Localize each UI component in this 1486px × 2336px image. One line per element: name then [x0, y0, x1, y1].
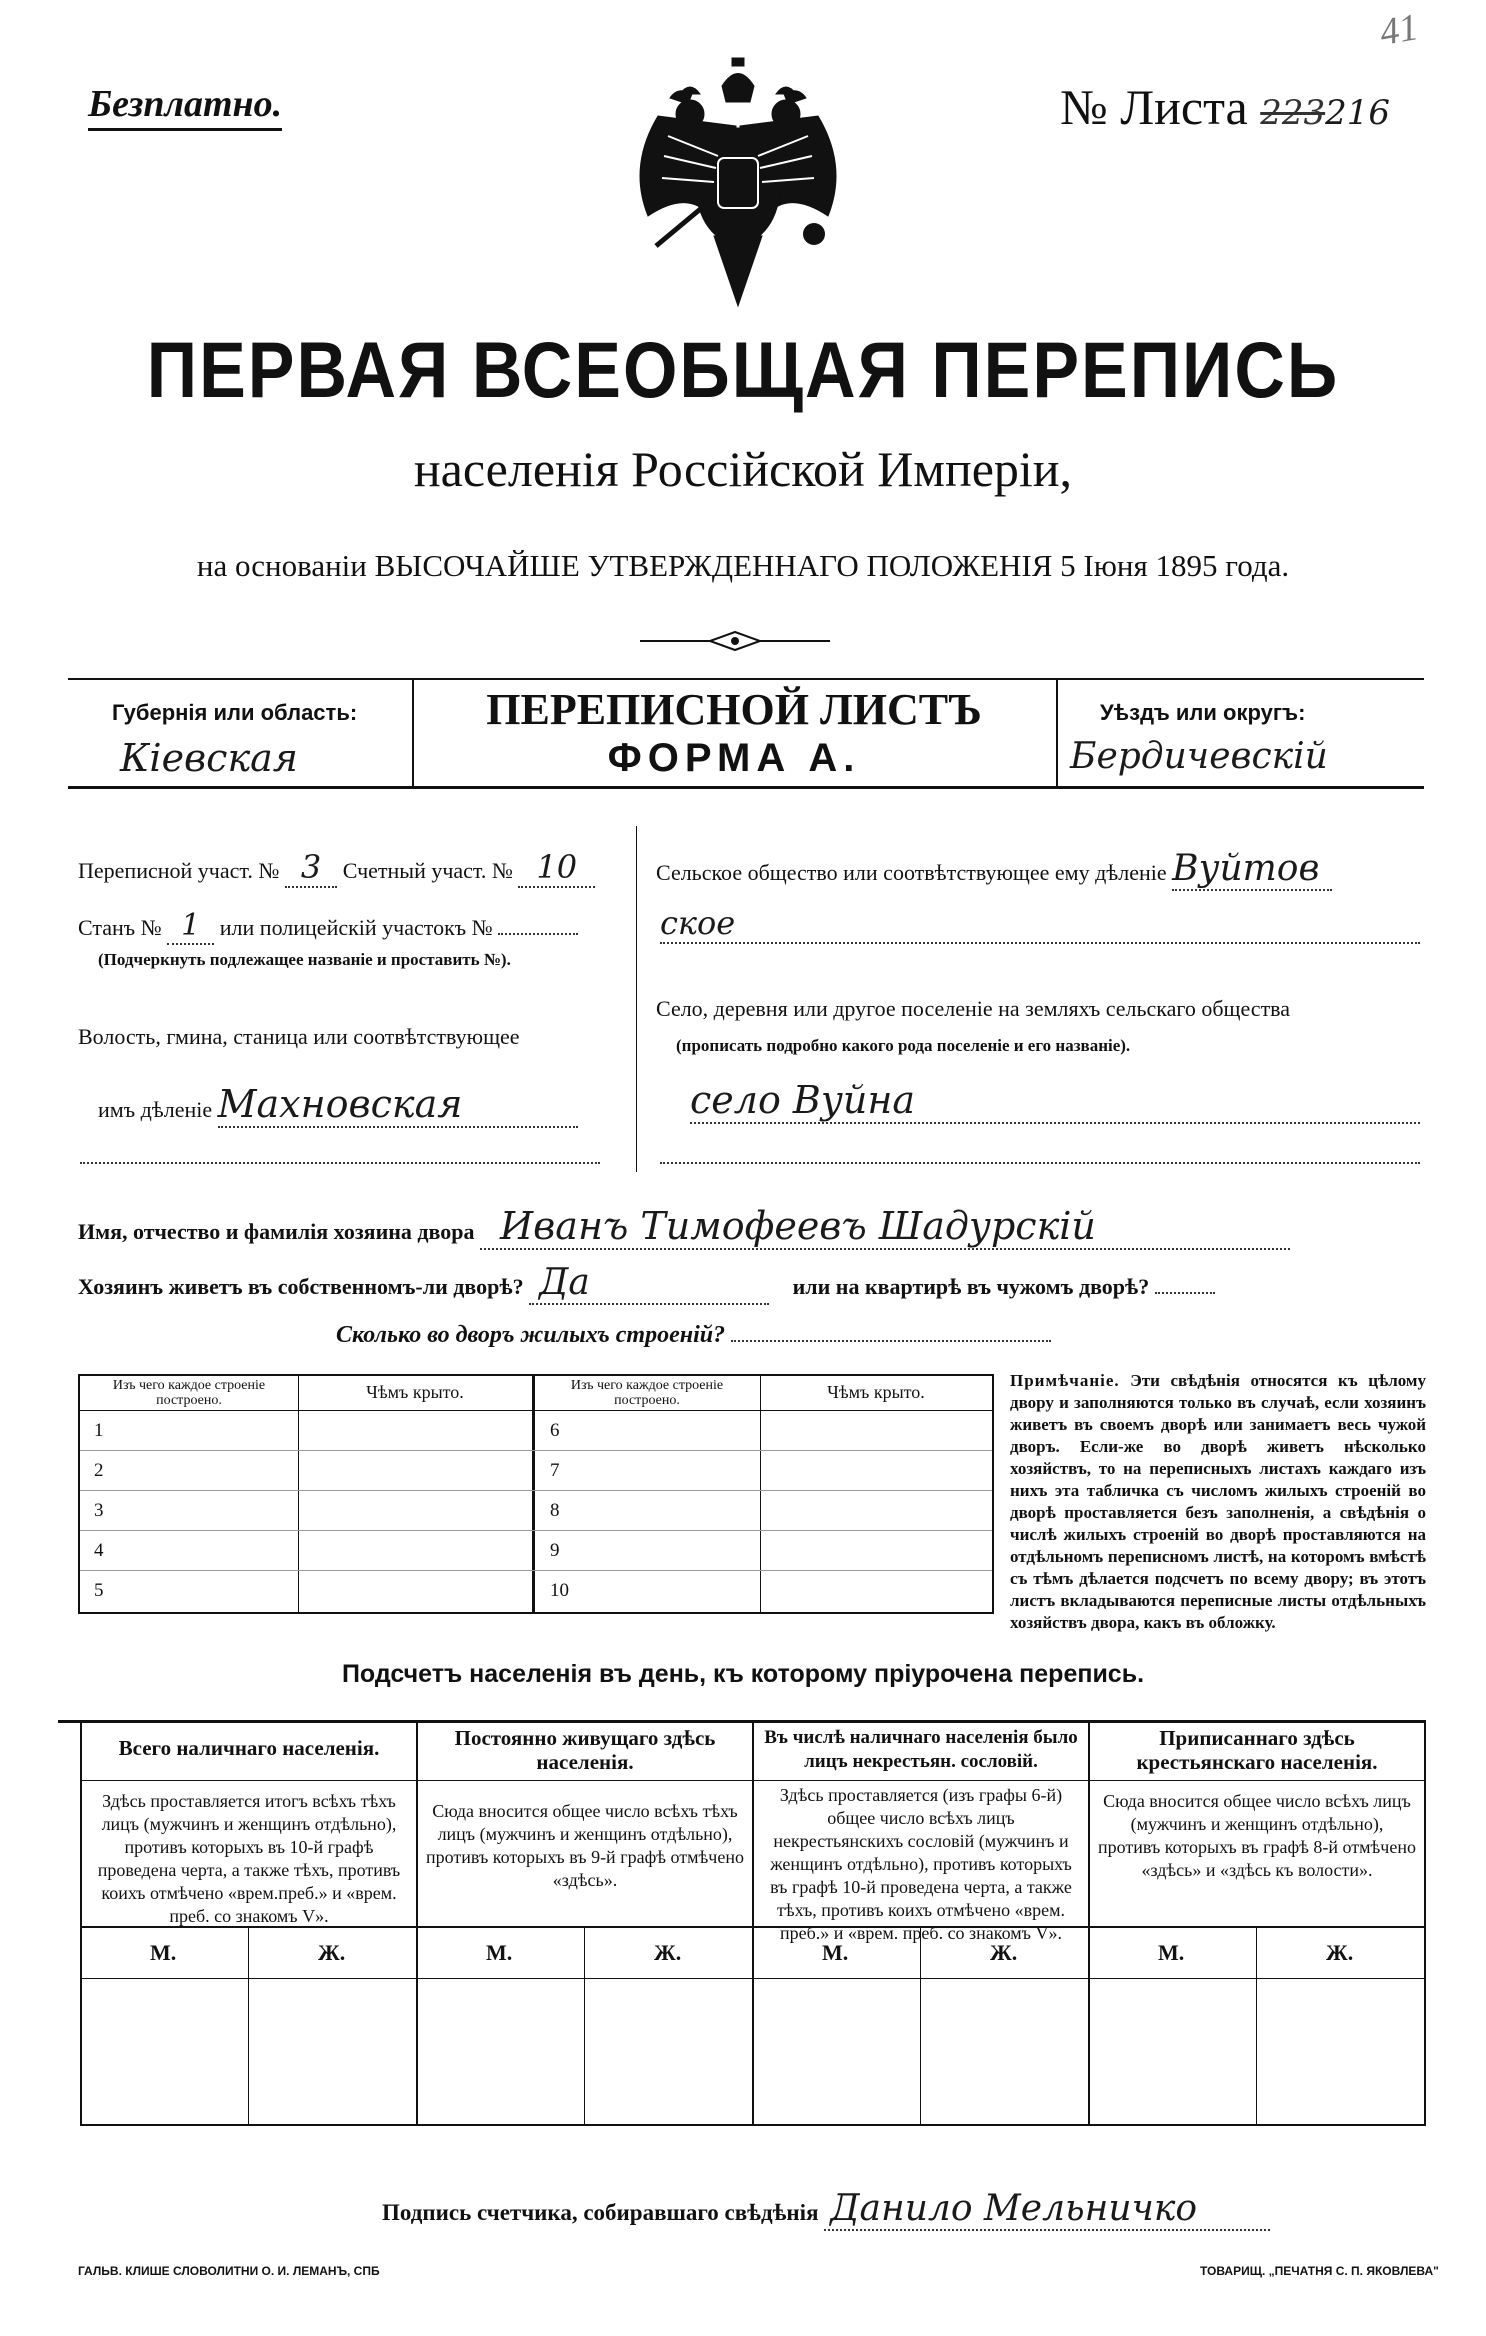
pop-mf-div-1	[248, 1926, 249, 2126]
village-extra-line[interactable]	[660, 1160, 1420, 1164]
pop-m-3: М.	[822, 1940, 849, 1965]
form-head-bottom-rule	[68, 786, 1424, 789]
volost-value[interactable]: Махновская	[218, 1082, 578, 1128]
police-label: или полицейскій участокъ №	[219, 915, 493, 940]
pop-f-2: Ж.	[654, 1940, 682, 1965]
owner-rent-value[interactable]	[1155, 1292, 1215, 1294]
row-num-9: 9	[550, 1540, 560, 1561]
buildings-table	[78, 1374, 994, 1614]
sheet-title: ПЕРЕПИСНОЙ ЛИСТЪ	[486, 685, 982, 734]
population-table	[80, 1720, 1426, 2126]
pop-body-registered: Сюда вносится общее число всѣхъ лицъ (мужчинъ и женщинъ отдѣльно), противъ которыхъ въ графѣ 8-й отмѣчено «здѣсь» и «здѣсь къ волости».	[1098, 1791, 1416, 1880]
pop-head-rule	[80, 1780, 1426, 1781]
province-value[interactable]: Кіевская	[120, 736, 298, 780]
decree-line: на основаніи ВЫСОЧАЙШЕ УТВЕРЖДЕННАГО ПОЛОЖЕНІЯ 5 Іюня 1895 года.	[196, 548, 1290, 583]
pop-head-total: Всего наличнаго населенія.	[118, 1736, 380, 1760]
census-title: ПЕРВАЯ ВСЕОБЩАЯ ПЕРЕПИСЬ	[146, 326, 1340, 414]
society-field	[656, 848, 1332, 891]
census-section-label: Переписной участ. №	[78, 858, 280, 883]
census-subtitle: населенія Россійской Имперіи,	[413, 441, 1073, 497]
row-num-10: 10	[550, 1580, 569, 1601]
signature-value[interactable]: Данило Мельничко	[824, 2188, 1270, 2231]
pop-f-3: Ж.	[990, 1940, 1018, 1965]
owner-name-value[interactable]: Иванъ Тимофеевъ Шадурскій	[480, 1204, 1290, 1250]
row-num-3: 3	[94, 1500, 104, 1521]
pop-head-registered: Приписаннаго здѣсь крестьянскаго населенія.	[1136, 1726, 1378, 1774]
col-built-left: Изъ чего каждое строеніе построено.	[112, 1378, 266, 1408]
row-rule-4	[80, 1570, 992, 1571]
count-section-label: Счетный участ. №	[342, 858, 513, 883]
pop-top-rule	[58, 1720, 1426, 1723]
corner-pencil-mark: 41	[1376, 6, 1422, 54]
signature-field	[382, 2188, 1270, 2231]
society-label: Сельское общество или соотвѣтствующее ему дѣленіе	[656, 860, 1167, 885]
owner-name-label: Имя, отчество и фамилія хозяина двора	[78, 1219, 475, 1244]
pop-mf-bottom-rule	[80, 1978, 1426, 1979]
camp-field	[78, 908, 578, 943]
village-label: Село, деревня или другое поселеніе на земляхъ сельскаго общества	[656, 996, 1291, 1021]
form-head-top-rule	[68, 678, 1424, 680]
owner-rent-label: или на квартирѣ въ чужомъ дворѣ?	[792, 1274, 1150, 1299]
pop-m-4: М.	[1158, 1940, 1185, 1965]
row-num-7: 7	[550, 1460, 560, 1481]
province-label: Губернія или область:	[112, 700, 358, 725]
col-roof-left: Чѣмъ крыто.	[366, 1382, 464, 1402]
form-label: ФОРМА А.	[607, 736, 861, 780]
owner-lives-label: Хозяинъ живетъ въ собственномъ-ли дворѣ?	[78, 1274, 524, 1299]
camp-label: Станъ №	[78, 915, 162, 940]
owner-lives-value[interactable]: Да	[529, 1262, 769, 1305]
volost-field	[98, 1082, 578, 1128]
buildings-table-col-left	[298, 1376, 299, 1612]
free-label: Безплатно.	[88, 82, 282, 131]
volost-label: Волость, гмина, станица или соотвѣтствующее	[78, 1024, 520, 1049]
buildings-question-label: Сколько во дворъ жилыхъ строеній?	[336, 1322, 726, 1348]
pop-head-permanent: Постоянно живущаго здѣсь населенія.	[454, 1726, 716, 1774]
fields-divider	[636, 826, 637, 1172]
pop-f-4: Ж.	[1326, 1940, 1354, 1965]
camp-value[interactable]: 1	[167, 908, 214, 945]
sheet-number-struck: 223	[1260, 93, 1326, 133]
col-built-right: Изъ чего каждое строеніе построено.	[570, 1378, 724, 1408]
pop-m-2: М.	[486, 1940, 513, 1965]
row-rule-3	[80, 1530, 992, 1531]
population-heading: Подсчетъ населенія въ день, къ которому пріурочена перепись.	[341, 1660, 1145, 1688]
owner-lives-field	[78, 1262, 1215, 1305]
row-num-1: 1	[94, 1420, 104, 1441]
row-num-2: 2	[94, 1460, 104, 1481]
note-title: Примѣчаніе.	[1010, 1371, 1120, 1390]
pop-head-nonpeasant: Въ числѣ наличнаго населенія было лицъ некрестьян. сословій.	[764, 1727, 1078, 1772]
volost-extra-line[interactable]	[80, 1160, 600, 1164]
district-label: Уѣздъ или округъ:	[1100, 700, 1306, 725]
pop-mf-div-4	[1256, 1926, 1257, 2126]
district-value[interactable]: Бердичевскій	[1070, 736, 1328, 777]
imprint-right: ТОВАРИЩ. „ПЕЧАТНЯ С. П. ЯКОВЛЕВА"	[1200, 2264, 1439, 2278]
village-value[interactable]: село Вуйна	[690, 1078, 1420, 1124]
society-value-1[interactable]: Вуйтов	[1172, 848, 1332, 891]
pop-mf-div-3	[920, 1926, 921, 2126]
pop-f-1: Ж.	[318, 1940, 346, 1965]
census-section-value[interactable]: 3	[285, 848, 337, 888]
pop-body-permanent: Сюда вносится общее число всѣхъ тѣхъ лицъ (мужчинъ и женщинъ отдѣльно), противъ которыхъ въ 9-й графѣ отмѣчено «здѣсь».	[426, 1801, 744, 1890]
census-section-field	[78, 848, 595, 886]
owner-name-field	[78, 1204, 1290, 1250]
row-num-4: 4	[94, 1540, 104, 1561]
pop-body-total: Здѣсь проставляется итогъ всѣхъ тѣхъ лицъ (мужчинъ и женщинъ отдѣльно), противъ которыхъ въ 10-й графѣ проведена черта, а также тѣхъ, противъ коихъ отмѣчено «врем.преб.» и «врем. преб. со знакомъ V».	[97, 1791, 401, 1926]
sheet-number-value: 216	[1325, 93, 1391, 133]
row-rule-1	[80, 1450, 992, 1451]
pop-m-1: М.	[150, 1940, 177, 1965]
sheet-number	[1060, 78, 1390, 136]
form-head-divider-right	[1056, 678, 1058, 788]
pop-body-nonpeasant: Здѣсь проставляется (изъ графы 6-й) общее число всѣхъ лицъ некрестьянскихъ сословій (мужчинъ и женщинъ отдѣльно), противъ которыхъ въ графѣ 10-й проведена черта, а также тѣхъ, противъ коихъ отмѣчено «врем. преб.» и «врем. преб. со знакомъ V».	[770, 1785, 1072, 1943]
ornament-divider	[640, 630, 830, 652]
pop-mf-div-2	[584, 1926, 585, 2126]
row-num-8: 8	[550, 1500, 560, 1521]
count-section-value[interactable]: 10	[518, 848, 595, 888]
row-num-6: 6	[550, 1420, 560, 1441]
volost-label-2: имъ дѣленіе	[98, 1097, 213, 1122]
note-block	[1010, 1370, 1426, 1634]
signature-label: Подпись счетчика, собиравшаго свѣдѣнія	[382, 2200, 819, 2225]
camp-note: (Подчеркнуть подлежащее названіе и проставить №).	[98, 950, 511, 969]
sheet-number-label: № Листа	[1060, 79, 1248, 135]
buildings-count-value[interactable]	[731, 1340, 1051, 1342]
coat-of-arms-emblem	[618, 56, 858, 316]
imprint-left: ГАЛЬВ. КЛИШЕ СЛОВОЛИТНИ О. И. ЛЕМАНЪ, СПБ	[78, 2264, 380, 2278]
buildings-table-head-rule	[80, 1410, 992, 1411]
row-num-5: 5	[94, 1580, 104, 1601]
buildings-table-col-right	[760, 1376, 761, 1612]
col-roof-right: Чѣмъ крыто.	[827, 1382, 925, 1402]
society-value-2[interactable]: ское	[660, 904, 1420, 944]
note-text: Эти свѣдѣнія относятся къ цѣлому двору и заполняются только въ случаѣ, если хозяинъ живетъ въ своемъ дворѣ или занимаетъ весь чужой дворъ. Если-же во дворѣ живетъ нѣсколько хозяйствъ, то на переписныхъ листахъ каждаго изъ нихъ эта табличка съ числомъ жилыхъ строеній во дворѣ проставляется безъ заполненія, а свѣдѣнія о числѣ жилыхъ строеній во дворѣ проставляются на отдѣльномъ переписномъ листѣ, на которомъ вмѣстѣ съ тѣмъ дѣлается подсчетъ по всему двору; въ этотъ листъ вкладываются переписные листы отдѣльныхъ хозяйствъ двора, какъ въ обложку.	[1010, 1371, 1426, 1632]
village-note: (прописать подробно какого рода поселеніе и его названіе).	[676, 1036, 1131, 1055]
buildings-table-mid	[532, 1376, 535, 1612]
police-value[interactable]	[498, 933, 578, 935]
buildings-question	[336, 1322, 1051, 1349]
row-rule-2	[80, 1490, 992, 1491]
